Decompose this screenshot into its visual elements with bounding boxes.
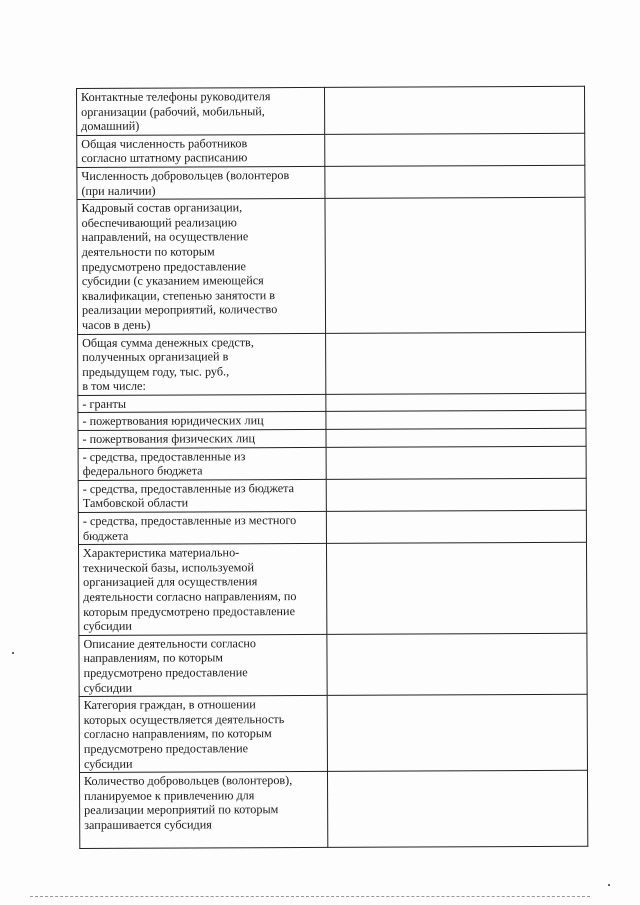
table-row xyxy=(78,393,586,413)
table-row xyxy=(79,694,587,772)
row-label: Описание деятельности согласно направлениям, по которым предусмотрено предоставление субсидии xyxy=(79,634,327,696)
row-value[interactable] xyxy=(326,510,586,543)
row-label: Контактные телефоны руководителя организации (рабочий, мобильный, домашний) xyxy=(77,87,325,135)
table-row xyxy=(77,197,586,334)
table-row xyxy=(78,428,586,448)
row-value[interactable] xyxy=(326,478,586,511)
row-label: Количество добровольцев (волонтеров), планируемое к привлечению для реализации мероприятий по которым запрашивается субсидия xyxy=(79,772,327,849)
row-label: Кадровый состав организации, обеспечивающий реализацию направлений, на осуществление деятельности по которым предусмотрено предоставление субсидии (с указанием имеющейся квалификации, степенью занятости в реализации мероприятий, количество часов в день) xyxy=(77,199,326,334)
table-row xyxy=(79,770,587,848)
organization-info-table xyxy=(76,86,588,849)
table-row xyxy=(77,165,585,199)
table-row xyxy=(78,411,586,431)
row-label: - средства, предоставленные из бюджета Тамбовской области xyxy=(78,479,326,512)
table-row xyxy=(78,542,586,635)
row-label: - средства, предоставленные из местного бюджета xyxy=(78,511,326,544)
row-value[interactable] xyxy=(325,197,586,332)
scan-edge-artifact xyxy=(30,896,590,899)
row-label: - гранты xyxy=(78,394,326,413)
row-value[interactable] xyxy=(326,332,586,395)
row-value[interactable] xyxy=(325,133,585,166)
row-value[interactable] xyxy=(327,694,587,771)
row-value[interactable] xyxy=(324,86,584,134)
row-value[interactable] xyxy=(326,446,586,479)
row-label: Общая численность работников согласно штатному расписанию xyxy=(77,134,325,167)
row-value[interactable] xyxy=(326,411,586,430)
row-value[interactable] xyxy=(326,393,586,412)
scan-speck xyxy=(608,884,610,886)
table-row xyxy=(79,633,587,697)
row-value[interactable] xyxy=(325,165,585,198)
table-row xyxy=(77,86,585,135)
row-value[interactable] xyxy=(327,633,587,696)
row-value[interactable] xyxy=(326,542,586,634)
row-label: Общая сумма денежных средств, полученных организацией в предыдущем году, тыс. руб., в том числе: xyxy=(78,333,326,395)
table-row xyxy=(78,446,586,480)
row-value[interactable] xyxy=(327,770,587,847)
scan-speck xyxy=(12,652,14,654)
row-value[interactable] xyxy=(326,428,586,447)
table-row xyxy=(78,332,586,396)
row-label: Численность добровольцев (волонтеров (при наличии) xyxy=(77,166,325,199)
row-label: Характеристика материально- технической базы, используемой организацией для осуществления деятельности согласно направлениям, по которым предусмотрено предоставление субсидии xyxy=(78,544,326,636)
row-label: Категория граждан, в отношении которых осуществляется деятельность согласно направлениям, по которым предусмотрено предоставление субсидии xyxy=(79,696,327,773)
row-label: - пожертвования юридических лиц xyxy=(78,412,326,431)
table-row xyxy=(77,133,585,167)
table-row xyxy=(78,478,586,512)
table-row xyxy=(78,510,586,544)
row-label: - пожертвования физических лиц xyxy=(78,429,326,448)
row-label: - средства, предоставленные из федерального бюджета xyxy=(78,447,326,480)
